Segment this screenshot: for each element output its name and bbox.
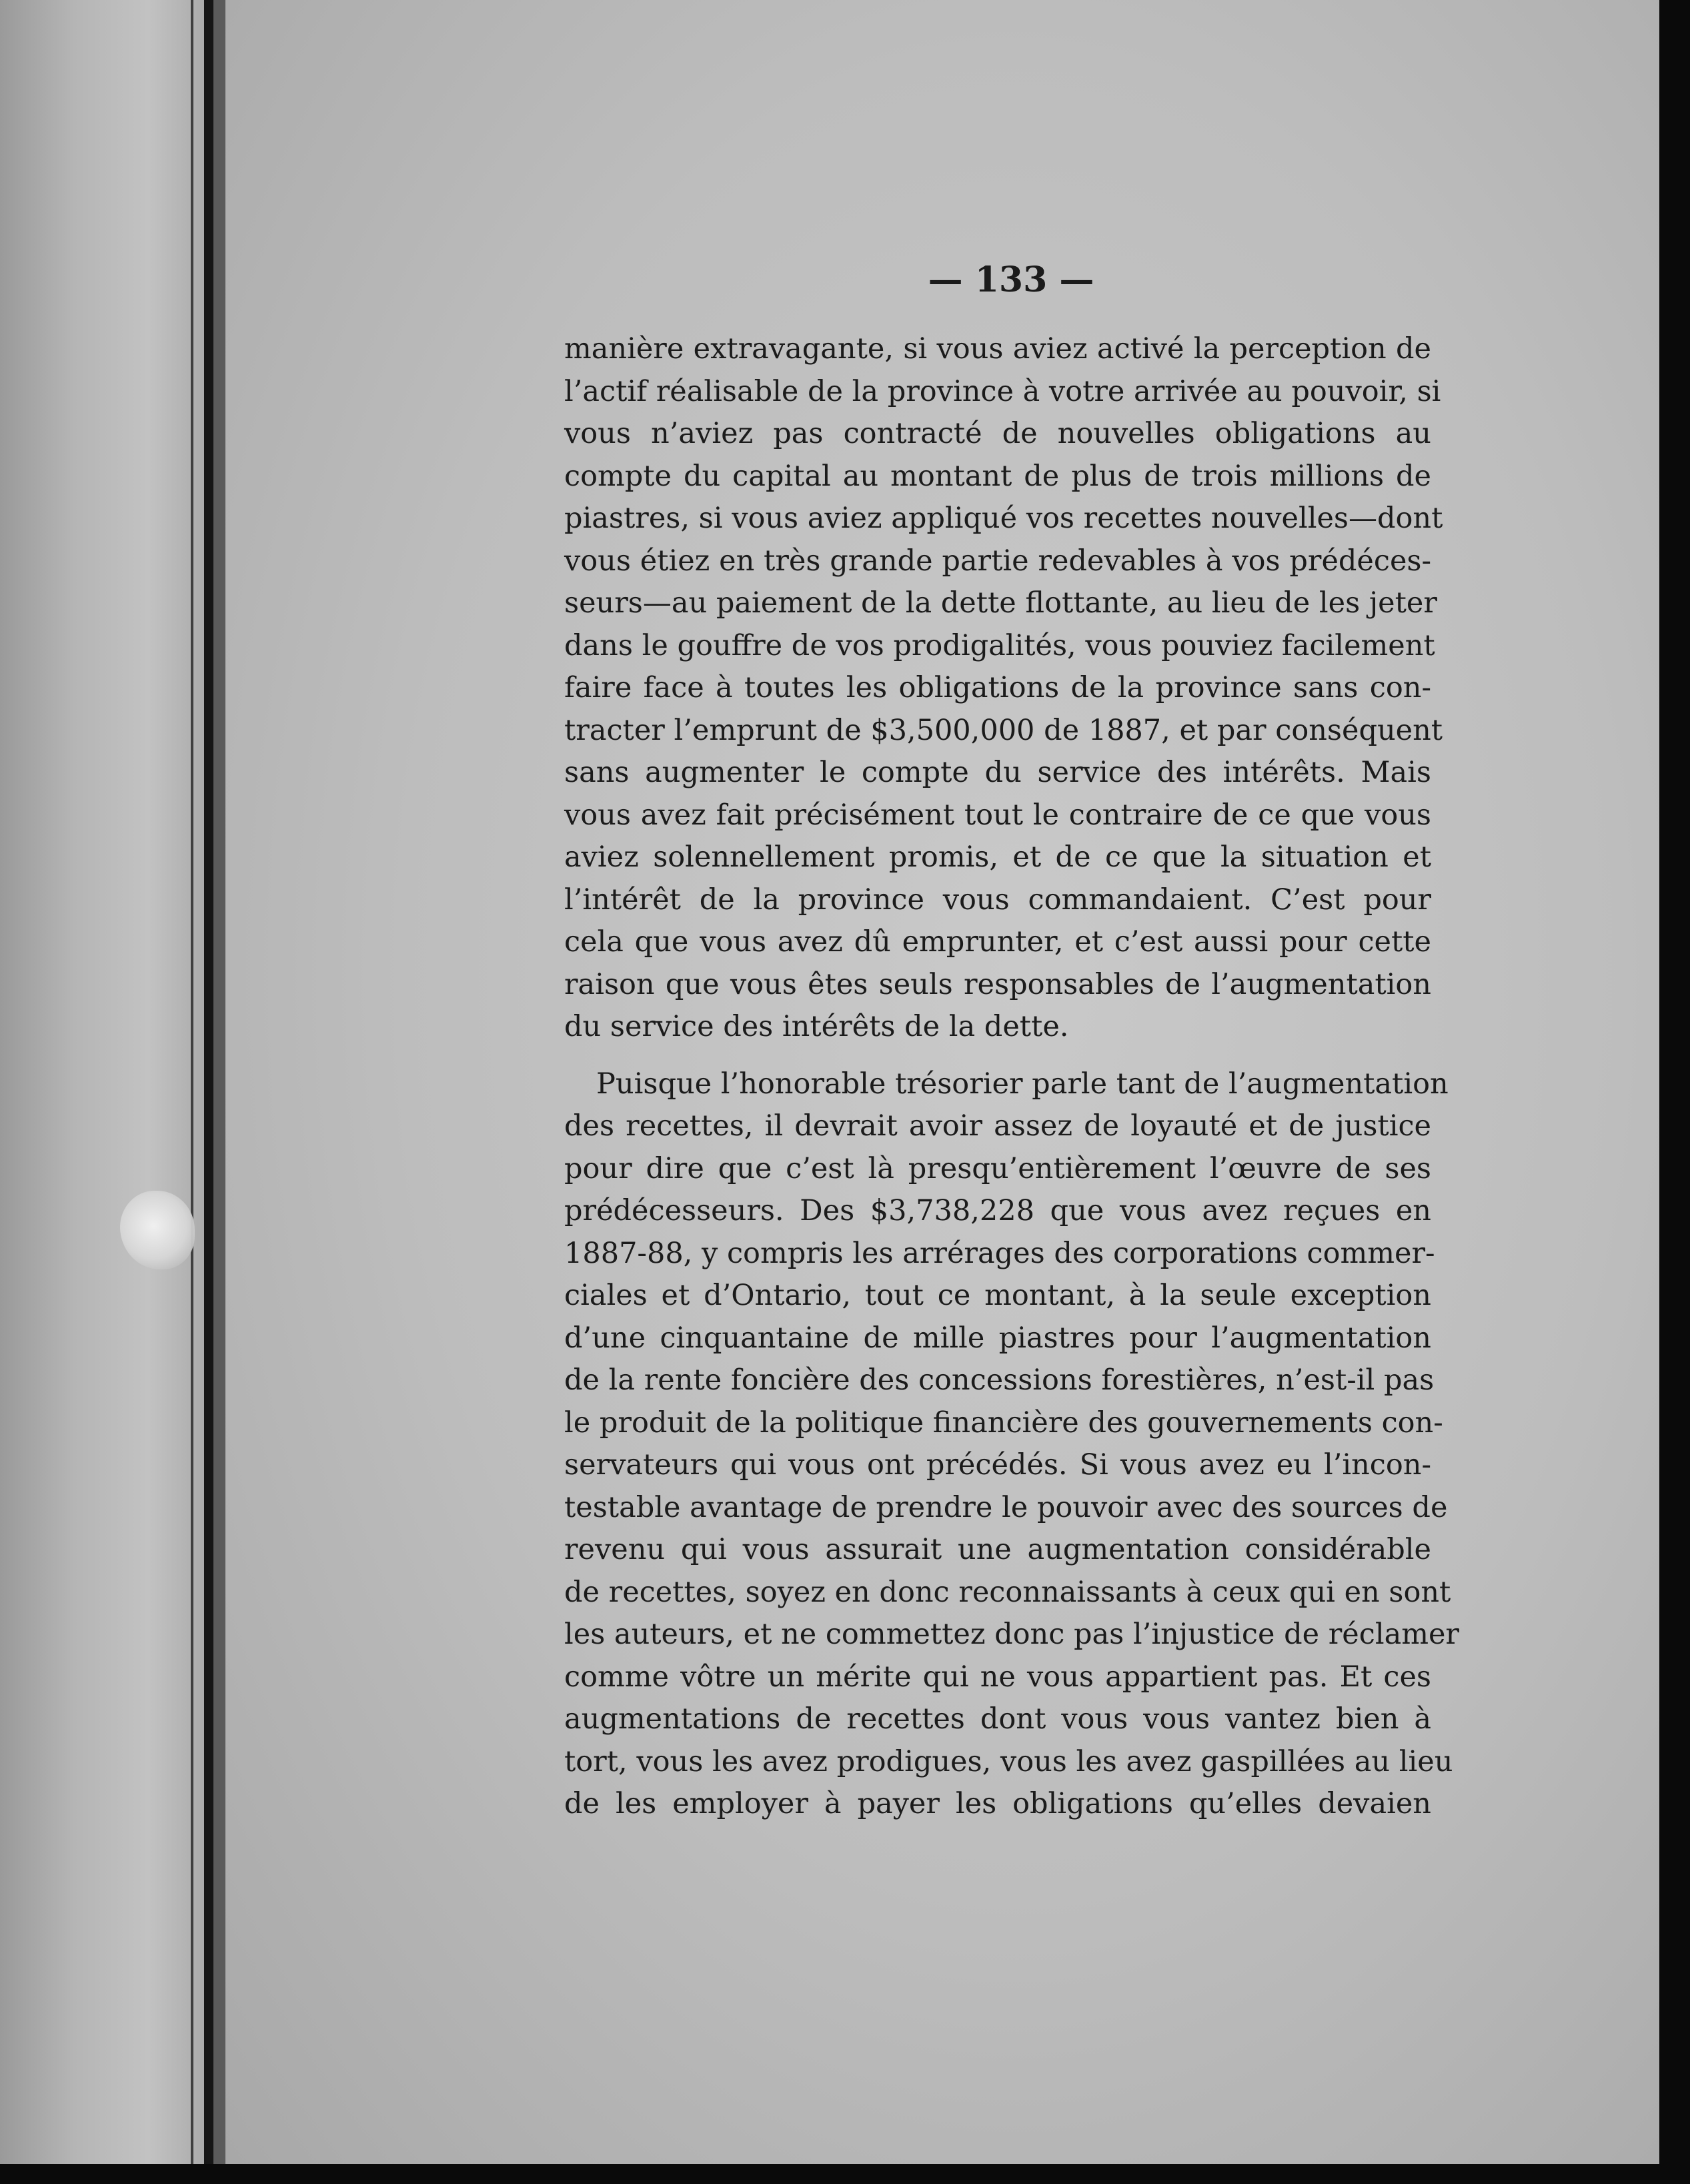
text-line: dans le gouffre de vos prodigalités, vous pouviez facilement <box>564 628 1435 662</box>
text-line: faire face à toutes les obligations de la province sans con- <box>564 671 1431 704</box>
text-line: 1887-88, y compris les arrérages des corporations commer- <box>564 1236 1435 1270</box>
text-line: piastres, si vous aviez appliqué vos recettes nouvelles—dont <box>564 502 1443 535</box>
text-line: vous n’aviez pas contracté de nouvelles obligations au <box>564 417 1431 450</box>
text-line: servateurs qui vous ont précédés. Si vous avez eu l’incon- <box>564 1448 1431 1482</box>
text-line: ciales et d’Ontario, tout ce montant, à la seule exception <box>564 1279 1431 1312</box>
text-line: pour dire que c’est là presqu’entièrement l’œuvre de ses <box>564 1151 1431 1185</box>
text-line: du service des intérêts de la dette. <box>564 1010 1069 1043</box>
text-line: seurs—au paiement de la dette flottante, au lieu de les jeter <box>564 586 1437 620</box>
text-line: raison que vous êtes seuls responsables de l’augmentation <box>564 967 1431 1001</box>
text-line: tort, vous les avez prodigues, vous les avez gaspillées au lieu <box>564 1744 1453 1778</box>
text-line: de la rente foncière des concessions forestières, n’est-il pas <box>564 1363 1435 1397</box>
text-line: Puisque l’honorable trésorier parle tant de l’augmentation <box>596 1067 1449 1101</box>
text-line: vous avez fait précisément tout le contraire de ce que vous <box>564 798 1431 832</box>
text-line: l’actif réalisable de la province à votre arrivée au pouvoir, si <box>564 374 1441 408</box>
page-text <box>564 253 1459 1826</box>
text-line: tracter l’emprunt de $3,500,000 de 1887, et par conséquent <box>564 713 1443 747</box>
paragraph-2 <box>564 1063 1459 1826</box>
paragraph-1 <box>564 328 1443 1049</box>
text-line: l’intérêt de la province vous commandaient. C’est pour <box>564 883 1431 917</box>
text-line: vous étiez en très grande partie redevables à vos prédéces- <box>564 544 1431 578</box>
scan-border-bottom <box>0 2164 1690 2184</box>
scan-border-right <box>1659 0 1690 2184</box>
text-line: testable avantage de prendre le pouvoir avec des sources de <box>564 1490 1448 1524</box>
text-line: prédécesseurs. Des $3,738,228 que vous avez reçues en <box>564 1194 1431 1227</box>
page-number: — 133 — <box>928 259 1094 300</box>
text-line: cela que vous avez dû emprunter, et c’est aussi pour cette <box>564 925 1431 959</box>
text-line: d’une cinquantaine de mille piastres pour l’augmentation <box>564 1321 1431 1355</box>
text-line: sans augmenter le compte du service des intérêts. Mais <box>564 756 1431 789</box>
text-line: aviez solennellement promis, et de ce que la situation et <box>564 841 1431 874</box>
facing-page-edge <box>204 0 213 2164</box>
text-line: comme vôtre un mérite qui ne vous appartient pas. Et ces <box>564 1660 1431 1694</box>
text-line: compte du capital au montant de plus de trois millions de <box>564 459 1431 493</box>
text-line: manière extravagante, si vous aviez activé la perception de <box>564 332 1431 366</box>
facing-page-inner-edge <box>191 0 193 2164</box>
text-line: de recettes, soyez en donc reconnaissants à ceux qui en sont <box>564 1575 1451 1609</box>
text-line: revenu qui vous assurait une augmentation considérable <box>564 1533 1431 1566</box>
text-line: les auteurs, et ne commettez donc pas l’injustice de réclamer <box>564 1618 1459 1651</box>
text-line: le produit de la politique financière des gouvernements con- <box>564 1406 1443 1440</box>
text-line: des recettes, il devrait avoir assez de loyauté et de justice <box>564 1109 1431 1143</box>
text-line: de les employer à payer les obligations qu’elles devaien <box>564 1787 1431 1820</box>
text-line: augmentations de recettes dont vous vous vantez bien à <box>564 1702 1431 1736</box>
page-gutter <box>213 0 225 2164</box>
facing-page <box>0 0 212 2164</box>
